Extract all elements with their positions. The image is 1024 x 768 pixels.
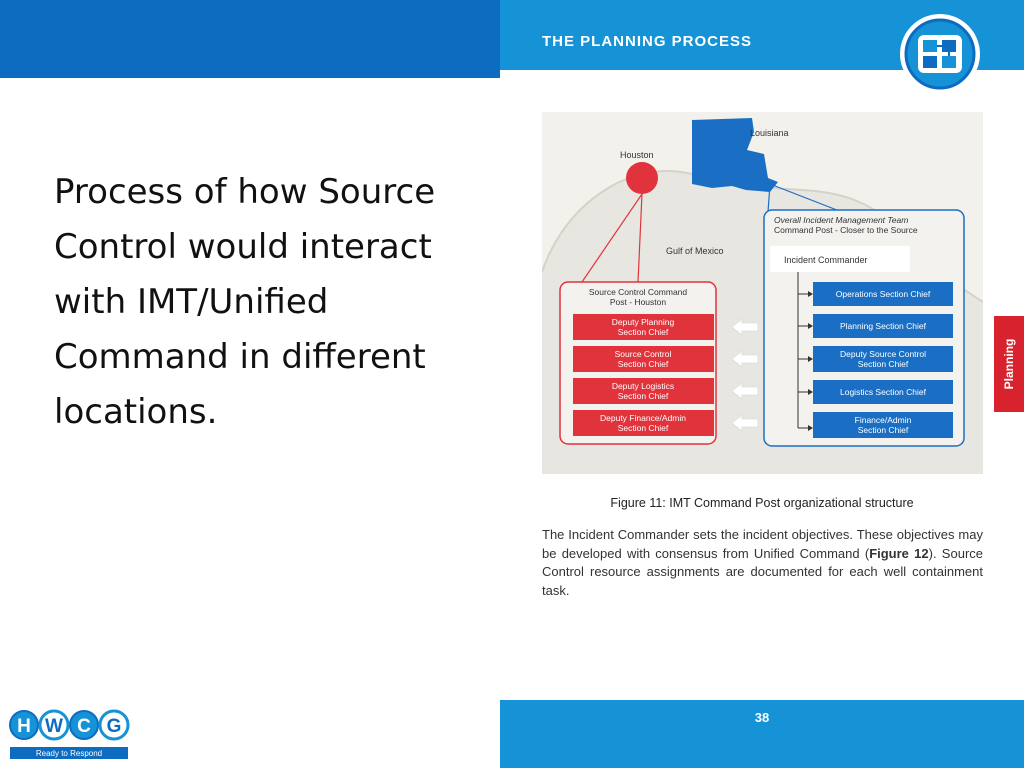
logo-letter-g: [100, 711, 128, 739]
sc-role-3-line2: Section Chief: [617, 423, 669, 433]
sc-role-1-line2: Section Chief: [617, 359, 669, 369]
logo-letter-g-text: G: [106, 716, 122, 737]
incident-commander-label: Incident Commander: [784, 255, 868, 265]
logo-letter-h: [10, 711, 38, 739]
planning-side-tab: [994, 316, 1024, 412]
imt-role-3: [798, 380, 953, 404]
imt-role-0: [798, 282, 953, 306]
imt-role-0-line1: Operations Section Chief: [835, 289, 931, 299]
label-gulf: Gulf of Mexico: [666, 246, 724, 256]
sc-role-2-line1: Deputy Logistics: [611, 381, 675, 391]
sc-role-0-line2: Section Chief: [617, 327, 669, 337]
document-panel: [500, 0, 1024, 768]
sc-role-0: [573, 314, 714, 340]
imt-role-2-line1: Deputy Source Control: [840, 349, 926, 359]
imt-role-2-line2: Section Chief: [857, 359, 909, 369]
logo-tagline: Ready to Respond: [35, 749, 103, 758]
sc-title-line2: Post - Houston: [609, 297, 667, 307]
logo-letter-c-text: C: [77, 716, 91, 737]
imt-role-2: [798, 346, 953, 372]
imt-title-line1: Overall Incident Management Team: [774, 215, 909, 225]
body-text-part-2: ). Source Control resource assignments are documented for each well containment task.: [542, 545, 983, 598]
imt-role-4-line2: Section Chief: [857, 425, 909, 435]
document-body-text: [542, 526, 983, 600]
title-bar: [0, 0, 500, 78]
imt-role-4: [798, 412, 953, 438]
sc-role-2: [573, 378, 714, 404]
planning-tab-label: Planning: [1002, 338, 1016, 390]
sc-role-3-line1: Deputy Finance/Admin: [600, 413, 686, 423]
body-text-part-1: The Incident Commander sets the incident objectives. These objectives may be developed with consensus from Unified Command (: [542, 527, 983, 561]
imt-title-line2: Command Post - Closer to the Source: [774, 225, 918, 235]
label-louisiana: Louisiana: [750, 128, 789, 138]
hwcg-logo: [8, 705, 130, 761]
imt-role-4-line1: Finance/Admin: [854, 415, 912, 425]
slide-main-text: Process of how Source Control would interact with IMT/Unified Command in different locations.: [54, 172, 436, 432]
imt-structure-figure: [542, 112, 983, 474]
imt-role-3-line1: Logistics Section Chief: [840, 387, 926, 397]
figure-reference: Figure 12: [869, 545, 929, 561]
figure-caption: Figure 11: IMT Command Post organizational structure: [610, 496, 914, 510]
sc-role-1: [573, 346, 714, 372]
logo-letter-w: [40, 711, 68, 739]
document-title: THE PLANNING PROCESS: [542, 33, 753, 50]
page-number: 38: [754, 710, 770, 725]
sc-role-3: [573, 410, 714, 436]
sc-title-line1: Source Control Command: [588, 287, 688, 297]
document-footer: [500, 700, 1024, 768]
sc-role-2-line2: Section Chief: [617, 391, 669, 401]
logo-letter-w-text: W: [45, 716, 63, 737]
houston-marker: [626, 162, 658, 194]
planning-process-icon: [896, 13, 984, 95]
imt-role-1-line1: Planning Section Chief: [839, 321, 927, 331]
label-houston: Houston: [620, 150, 654, 160]
sc-role-0-line1: Deputy Planning: [611, 317, 675, 327]
imt-role-1: [798, 314, 953, 338]
logo-letter-c: [70, 711, 98, 739]
logo-letter-h-text: H: [17, 716, 31, 737]
sc-role-1-line1: Source Control: [614, 349, 672, 359]
